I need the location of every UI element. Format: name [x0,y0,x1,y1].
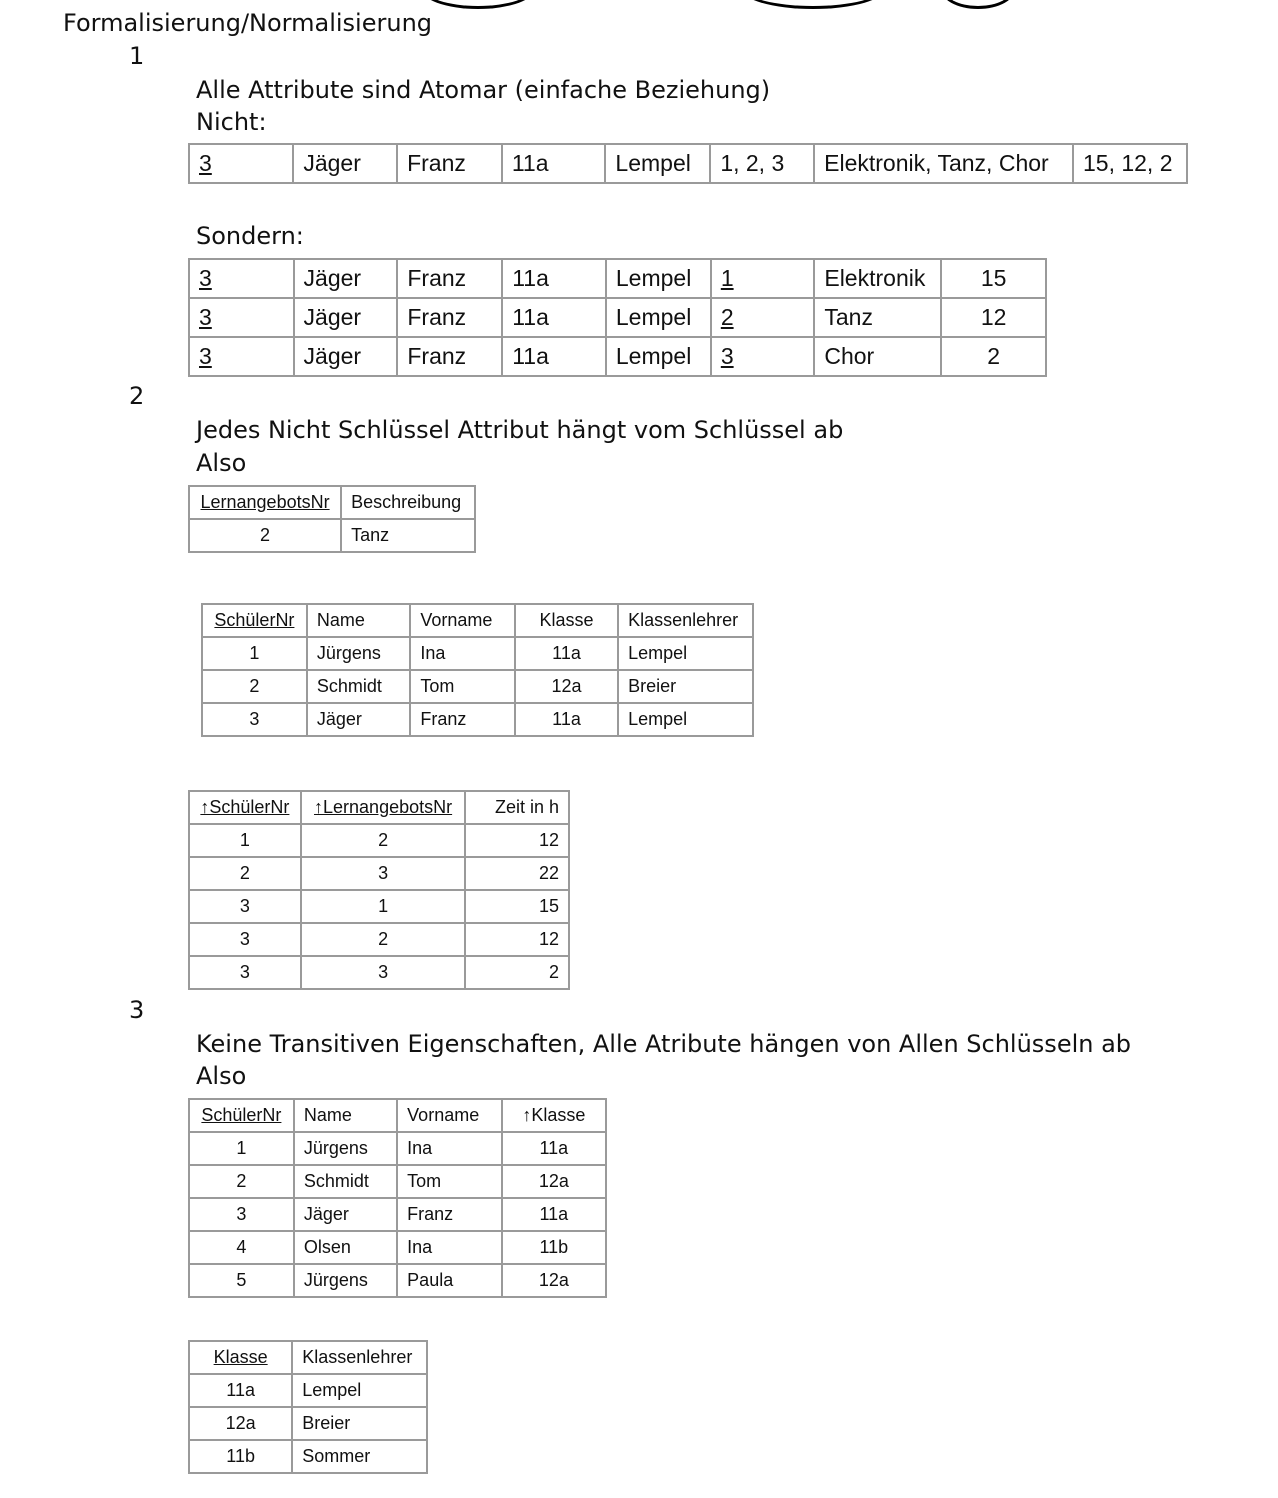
table-header-row [189,1099,606,1132]
table-header-cell: ↑Klasse [502,1099,606,1132]
table-row [189,1165,606,1198]
table-row [202,637,753,670]
section-1-heading: Alle Attribute sind Atomar (einfache Beziehung) [196,76,771,104]
table-cell: 5 [189,1264,294,1297]
table-cell: Breier [618,670,753,703]
table-row [189,1264,606,1297]
table-cell: 3 [189,337,294,376]
section-2-heading: Jedes Nicht Schlüssel Attribut hängt vom Schlüssel ab [196,416,844,444]
nicht-table [188,143,1188,184]
table-cell: 12a [502,1264,606,1297]
table-cell: 11a [189,1374,292,1407]
table-cell: Franz [397,1198,502,1231]
table-header-row [189,1341,427,1374]
table-cell: 3 [301,956,466,989]
table-cell: 11a [515,703,618,736]
table-cell: Jäger [294,298,398,337]
table-cell: 2 [301,824,466,857]
table-cell: 4 [189,1231,294,1264]
table-cell: 12 [465,824,569,857]
table-cell: 12a [515,670,618,703]
table-cell: 12a [189,1407,292,1440]
table-header-cell: SchülerNr [189,1099,294,1132]
table-cell: Jürgens [294,1264,397,1297]
table-cell: Tom [397,1165,502,1198]
nicht-label: Nicht: [196,108,267,136]
table-cell: 11a [502,1198,606,1231]
table-cell: Jäger [293,144,397,183]
table-row [189,956,569,989]
table-cell: Tanz [814,298,941,337]
table-cell: 1 [301,890,466,923]
table-row [189,824,569,857]
table-cell: 12 [465,923,569,956]
table-header-cell: Klasse [189,1341,292,1374]
table-header-cell: Klassenlehrer [618,604,753,637]
table-cell: 2 [465,956,569,989]
table-cell: Schmidt [294,1165,397,1198]
table-cell: 3 [189,144,293,183]
table-cell: 12 [941,298,1046,337]
table-cell: Lempel [606,337,711,376]
table-cell: Lempel [606,298,711,337]
klasse-table [188,1340,428,1474]
table-cell: 11b [502,1231,606,1264]
table-cell: Tanz [341,519,475,552]
table-cell: Jäger [307,703,410,736]
table-cell: Breier [292,1407,427,1440]
table-cell: Ina [397,1231,502,1264]
sondern-label: Sondern: [196,222,304,250]
sondern-table [188,258,1047,377]
table-row [189,1440,427,1473]
table-cell: Chor [814,337,941,376]
table-header-cell: LernangebotsNr [189,486,341,519]
section-1-number: 1 [129,42,145,70]
table-cell: Olsen [294,1231,397,1264]
table-cell: 3 [301,857,466,890]
table-header-cell: ↑SchülerNr [189,791,301,824]
table-row [189,144,1187,183]
table-cell: 1 [711,259,815,298]
decorative-arc-2 [740,0,886,9]
table-cell: Franz [397,144,502,183]
table-cell: Jäger [294,337,398,376]
table-cell: Lempel [605,144,710,183]
table-row [202,703,753,736]
table-header-cell: Name [294,1099,397,1132]
table-header-cell: Vorname [397,1099,502,1132]
table-cell: 11a [502,298,606,337]
table-cell: Lempel [618,703,753,736]
table-cell: 3 [189,298,294,337]
table-cell: 22 [465,857,569,890]
table-header-cell: Name [307,604,410,637]
table-header-cell: Klasse [515,604,618,637]
decorative-arc-1 [420,0,536,9]
table-cell: Schmidt [307,670,410,703]
table-cell: Ina [397,1132,502,1165]
section-2-also: Also [196,449,247,477]
section-2-number: 2 [129,382,145,410]
table-cell: 1 [189,1132,294,1165]
table-cell: 3 [189,923,301,956]
table-cell: 1 [189,824,301,857]
table-cell: 11b [189,1440,292,1473]
table-cell: 3 [711,337,815,376]
section-3-heading: Keine Transitiven Eigenschaften, Alle Atribute hängen von Allen Schlüsseln ab [196,1030,1132,1058]
table-cell: 2 [189,1165,294,1198]
table-row [189,1407,427,1440]
schueler-table-3nf [188,1098,607,1298]
table-cell: 11a [502,337,606,376]
table-cell: Paula [397,1264,502,1297]
table-cell: 3 [189,956,301,989]
decorative-arc-3 [940,0,1016,9]
table-cell: 1, 2, 3 [710,144,814,183]
zeit-table [188,790,570,990]
table-row [189,259,1046,298]
table-header-cell: Klassenlehrer [292,1341,427,1374]
table-cell: Jäger [294,259,398,298]
lernangebot-table [188,485,476,553]
table-cell: 15, 12, 2 [1073,144,1187,183]
table-cell: Jürgens [307,637,410,670]
table-cell: Ina [410,637,515,670]
table-cell: Franz [397,298,502,337]
table-header-cell: SchülerNr [202,604,307,637]
table-cell: 3 [189,1198,294,1231]
table-header-row [202,604,753,637]
table-cell: 3 [189,890,301,923]
table-header-cell: Vorname [410,604,515,637]
table-cell: Sommer [292,1440,427,1473]
table-cell: 2 [941,337,1046,376]
table-cell: Jürgens [294,1132,397,1165]
table-header-cell: ↑LernangebotsNr [301,791,466,824]
table-header-row [189,791,569,824]
table-row [202,670,753,703]
table-cell: 2 [202,670,307,703]
table-cell: 1 [202,637,307,670]
table-cell: 15 [941,259,1046,298]
table-cell: 11a [502,144,606,183]
table-header-cell: Beschreibung [341,486,475,519]
table-cell: 3 [189,259,294,298]
table-cell: 2 [301,923,466,956]
section-3-also: Also [196,1062,247,1090]
table-row [189,298,1046,337]
table-row [189,890,569,923]
table-cell: 3 [202,703,307,736]
table-cell: 11a [502,259,606,298]
page-title: Formalisierung/Normalisierung [63,9,433,37]
table-cell: Elektronik [814,259,941,298]
section-3-number: 3 [129,996,145,1024]
table-cell: 12a [502,1165,606,1198]
table-cell: Franz [410,703,515,736]
table-cell: 2 [189,519,341,552]
table-cell: Lempel [292,1374,427,1407]
table-cell: Franz [397,259,502,298]
table-header-row [189,486,475,519]
table-cell: Lempel [618,637,753,670]
table-cell: 11a [515,637,618,670]
table-row [189,519,475,552]
table-row [189,857,569,890]
table-cell: Tom [410,670,515,703]
table-row [189,923,569,956]
table-cell: 11a [502,1132,606,1165]
table-cell: Franz [397,337,502,376]
table-cell: Jäger [294,1198,397,1231]
schueler-table-2nf [201,603,754,737]
table-cell: 2 [189,857,301,890]
table-row [189,1198,606,1231]
table-header-cell: Zeit in h [465,791,569,824]
table-cell: Elektronik, Tanz, Chor [814,144,1073,183]
table-row [189,1231,606,1264]
table-row [189,337,1046,376]
table-row [189,1132,606,1165]
table-row [189,1374,427,1407]
table-cell: 2 [711,298,815,337]
table-cell: 15 [465,890,569,923]
table-cell: Lempel [606,259,711,298]
